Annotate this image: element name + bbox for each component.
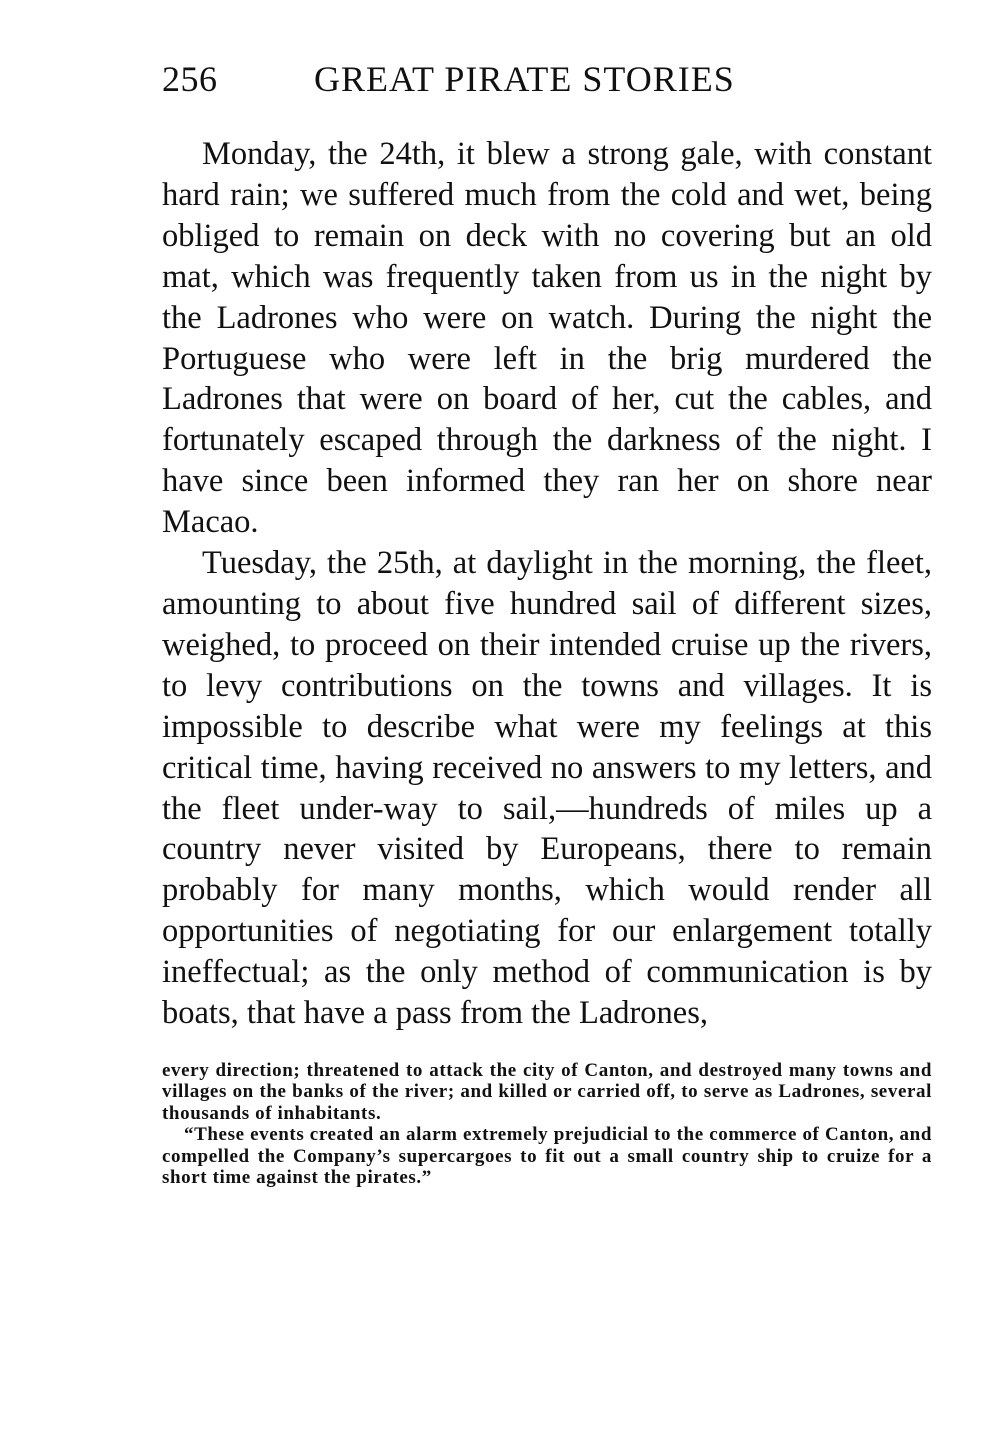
- page-number: 256: [162, 59, 218, 99]
- page-header: [162, 58, 932, 110]
- footnote-paragraph: every direction; threatened to attack the city of Canton, and destroyed many towns and villages on the banks of the river; and killed or carried off, to serve as Ladrones, several thousands of inhabitants.: [162, 1059, 932, 1124]
- body-paragraph: Tuesday, the 25th, at daylight in the morning, the fleet, amounting to about five hundred sail of different sizes, weighed, to proceed on their intended cruise up the rivers, to levy contributions on the towns and villages. It is impossible to describe what were my feelings at this critical time, having received no answers to my letters, and the fleet under-way to sail,—hundreds of miles up a country never visited by Europeans, there to remain probably for many months, which would render all opportunities of negotiating for our enlargement totally ineffectual; as the only method of communication is by boats, that have a pass from the Ladrones,: [162, 545, 932, 1032]
- footnote-paragraph: “These events created an alarm extremely prejudicial to the commerce of Canton, and compelled the Company’s supercargoes to fit out a small country ship to cruize for a short time against the pirates.”: [162, 1124, 932, 1189]
- running-title: GREAT PIRATE STORIES: [314, 59, 735, 99]
- body-text: [162, 134, 932, 1034]
- book-page: [162, 58, 932, 1189]
- footnote-block: [162, 1060, 932, 1189]
- body-paragraph: Monday, the 24th, it blew a strong gale, with constant hard rain; we suffered much from the cold and wet, being obliged to remain on deck with no covering but an old mat, which was frequently taken from us in the night by the Ladrones who were on watch. During the night the Portuguese who were left in the brig murdered the Ladrones that were on board of her, cut the cables, and fortunately escaped through the darkness of the night. I have since been informed they ran her on shore near Macao.: [162, 136, 932, 541]
